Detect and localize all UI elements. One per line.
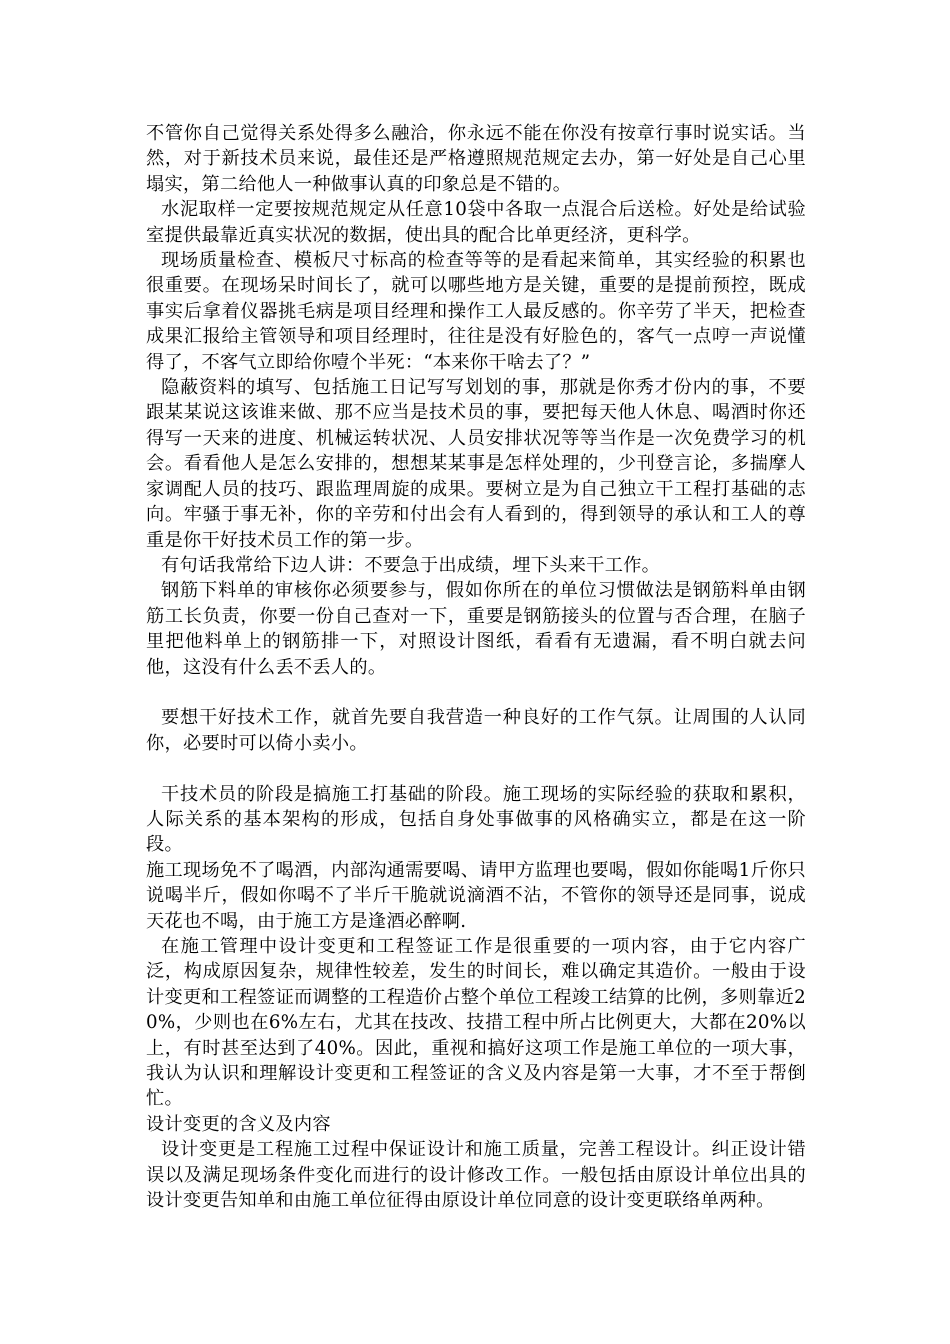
- paragraph-2: 水泥取样一定要按规范规定从任意10袋中各取一点混合后送检。好处是给试验室提供最靠近真实状况的数据，使出具的配合比单更经济，更科学。: [146, 199, 806, 246]
- paragraph-10: 在施工管理中设计变更和工程签证工作是很重要的一项内容，由于它内容广泛，构成原因复杂，规律性较差，发生的时间长，难以确定其造价。一般由于设计变更和工程签证而调整的工程造价占整个单位工程竣工结算的比例，多则靠近20%，少则也在6%左右，尤其在技改、技措工程中所占比例更大，大都在20%以上，有时甚至达到了40%。因此，重视和搞好这项工作是施工单位的一项大事，我认为认识和理解设计变更和工程签证的含义及内容是第一大事，才不至于帮倒忙。: [146, 935, 806, 1110]
- paragraph-6: 钢筋下料单的审核你必须要参与，假如你所在的单位习惯做法是钢筋料单由钢筋工长负责，你要一份自己查对一下，重要是钢筋接头的位置与否合理，在脑子里把他料单上的钢筋排一下，对照设计图纸，看看有无遗漏，看不明白就去问他，这没有什么丢不丢人的。: [146, 580, 806, 678]
- paragraph-3: 现场质量检查、模板尺寸标高的检查等等的是看起来简单，其实经验的积累也很重要。在现场呆时间长了，就可以哪些地方是关键，重要的是提前预控，既成事实后拿着仪器挑毛病是项目经理和操作工人最反感的。你辛劳了半天，把检查成果汇报给主管领导和项目经理时，往往是没有好脸色的，客气一点哼一声说懂得了，不客气立即给你噎个半死：“本来你干啥去了？”: [146, 250, 806, 373]
- paragraph-11: 设计变更是工程施工过程中保证设计和施工质量，完善工程设计。纠正设计错误以及满足现场条件变化而进行的设计修改工作。一般包括由原设计单位出具的设计变更告知单和由施工单位征得由原设计单位同意的设计变更联络单两种。: [146, 1139, 806, 1212]
- document-body: [146, 121, 806, 1213]
- paragraph-1: 不管你自己觉得关系处得多么融洽，你永远不能在你没有按章行事时说实话。当然，对于新技术员来说，最佳还是严格遵照规范规定去办，第一好处是自己心里塌实，第二给他人一种做事认真的印象总是不错的。: [146, 123, 806, 195]
- section-heading: 设计变更的含义及内容: [146, 1113, 331, 1135]
- blank-line: [146, 680, 806, 705]
- paragraph-9: 施工现场免不了喝酒，内部沟通需要喝、请甲方监理也要喝，假如你能喝1斤你只说喝半斤，假如你喝不了半斤干脆就说滴酒不沾，不管你的领导还是同事，说成天花也不喝，由于施工方是逢酒必醉啊.: [146, 859, 806, 932]
- paragraph-7: 要想干好技术工作，就首先要自我营造一种良好的工作气氛。让周围的人认同你，必要时可以倚小卖小。: [146, 707, 806, 754]
- paragraph-4: 隐蔽资料的填写、包括施工日记写写划划的事，那就是你秀才份内的事，不要跟某某说这该谁来做、那不应当是技术员的事，要把每天他人休息、喝酒时你还得写一天来的进度、机械运转状况、人员安排状况等等当作是一次免费学习的机会。看看他人是怎么安排的，想想某某事是怎样处理的，少刊登言论，多揣摩人家调配人员的技巧、跟监理周旋的成果。要树立是为自己独立干工程打基础的志向。牢骚于事无补，你的辛劳和付出会有人看到的，得到领导的承认和工人的尊重是你干好技术员工作的第一步。: [146, 377, 806, 551]
- paragraph-8: 干技术员的阶段是搞施工打基础的阶段。施工现场的实际经验的获取和累积，人际关系的基本架构的形成，包括自身处事做事的风格确实立，都是在这一阶段。: [146, 783, 806, 856]
- paragraph-5: 有句话我常给下边人讲：不要急于出成绩，埋下头来干工作。: [161, 554, 661, 576]
- blank-line: [146, 756, 806, 781]
